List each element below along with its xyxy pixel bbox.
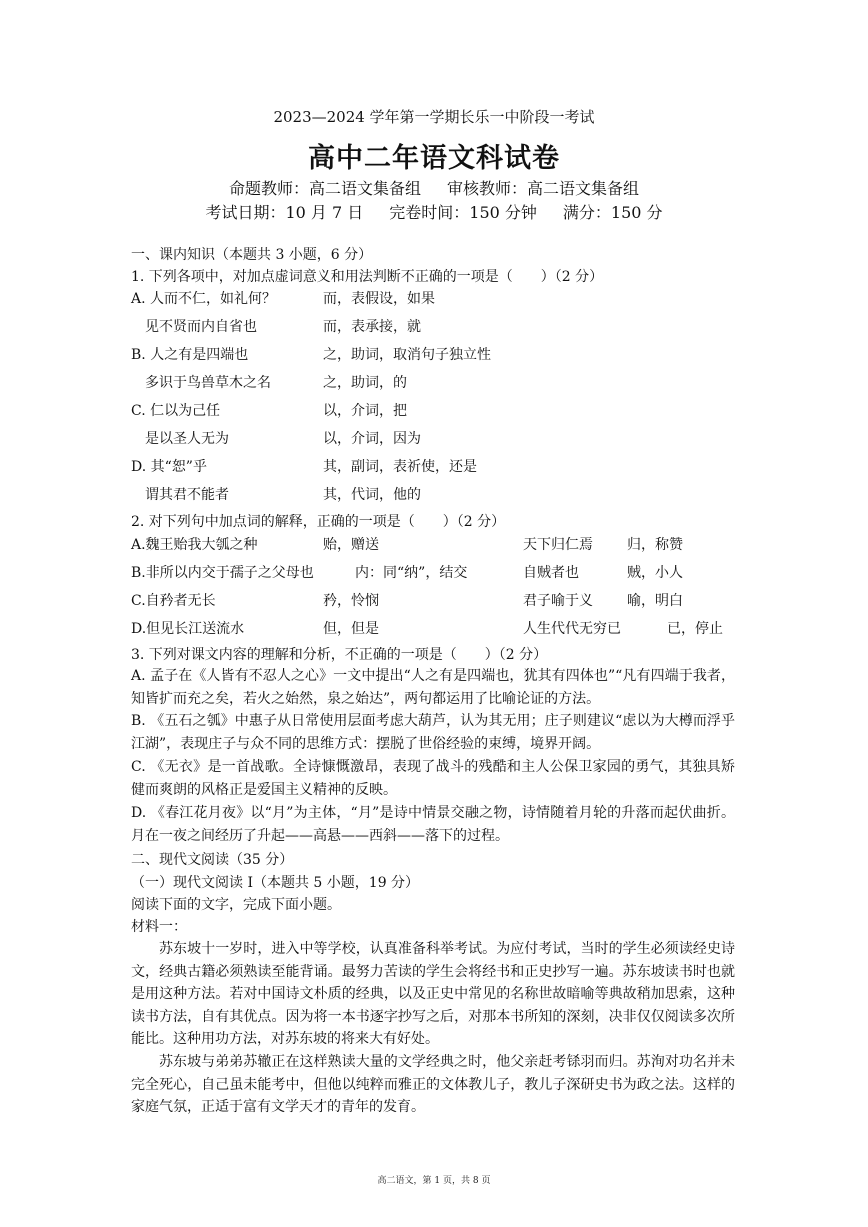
q2-sentence-left: A.魏王贻我大瓠之种	[131, 537, 258, 553]
q2-sentence-right: 人生代代无穷已	[523, 621, 621, 637]
q3-option-c: C. 《无衣》是一首战歌。全诗慷慨激昂，表现了战斗的残酷和主人公保卫家园的勇气，其独具矫健而爽朗的风格正是爱国主义精神的反映。	[131, 759, 735, 798]
q3-option-d: D. 《春江花月夜》以“月”为主体，“月”是诗中情景交融之物，诗情随着月轮的升落而起伏曲折。月在一夜之间经历了升起——高悬——西斜——落下的过程。	[131, 805, 735, 844]
q2-explanation-left: 但，但是	[323, 621, 379, 637]
material-label: 材料一：	[131, 919, 187, 935]
q2-explanation-left: 贻，赠送	[323, 537, 379, 553]
q1-explanation: 之，助词，的	[323, 375, 407, 391]
proposer-text: 命题教师：高二语文集备组	[228, 179, 421, 198]
exam-score: 满分：150 分	[562, 203, 663, 222]
exam-duration: 完卷时间：150 分钟	[389, 203, 537, 222]
exam-subtitle: 2023—2024 学年第一学期长乐一中阶段一考试	[273, 108, 595, 126]
q2-explanation-left: 矜，怜悯	[323, 593, 379, 609]
exam-info	[0, 200, 868, 223]
q1-sentence: D. 其“恕”乎	[131, 459, 207, 475]
exam-title: 高中二年语文科试卷	[308, 143, 560, 174]
q2-explanation-right: 喻，明白	[627, 593, 683, 609]
section-heading: 二、现代文阅读（35 分）	[131, 852, 294, 868]
question-stem: 2. 对下列句中加点词的解释，正确的一项是（ ）（2 分）	[131, 514, 506, 530]
passage-paragraph: 苏东坡十一岁时，进入中等学校，认真准备科举考试。为应付考试，当时的学生必须读经史诗文，经典古籍必须熟读至能背诵。最努力苦读的学生会将经书和正史抄写一遍。苏东坡读书时也就是用这种方法。若对中国诗文朴质的经典，以及正史中常见的名称世故暗喻等典故稍加思索，这种读书方法，自有其优点。因为将一本书逐字抄写之后，对那本书所知的深刻，决非仅仅阅读多次所能比。这种用功方法，对苏东坡的将来大有好处。	[131, 941, 735, 1047]
question-stem: 1. 下列各项中，对加点虚词意义和用法判断不正确的一项是（ ）（2 分）	[131, 269, 604, 285]
q1-sentence: C. 仁以为己任	[131, 403, 221, 419]
q1-sentence: B. 人之有是四端也	[131, 347, 249, 363]
q3-option-b: B. 《五石之瓠》中惠子从日常使用层面考虑大葫芦，认为其无用；庄子则建议“虑以为大樽而浮乎江湖”，表现庄子与众不同的思维方式：摆脱了世俗经验的束缚，境界开阔。	[131, 713, 735, 752]
q1-explanation: 以，介词，把	[323, 403, 407, 419]
q2-sentence-left: C.自矜者无长	[131, 593, 216, 609]
reviewer-text: 审核教师：高二语文集备组	[447, 179, 640, 198]
q1-explanation: 而，表承接，就	[323, 319, 421, 335]
q2-sentence-right: 君子喻于义	[523, 593, 593, 609]
teacher-info	[0, 176, 868, 199]
passage-paragraph: 苏东坡与弟弟苏辙正在这样熟读大量的文学经典之时，他父亲赶考铩羽而归。苏洵对功名并未完全死心，自己虽未能考中，但他以纯粹而雅正的文体教儿子，教儿子深研史书为政之法。这样的家庭气氛，正适于富有文学天才的青年的发育。	[131, 1054, 735, 1115]
q2-sentence-right: 自贼者也	[523, 565, 579, 581]
q2-explanation-right: 贼，小人	[627, 565, 683, 581]
q2-sentence-right: 天下归仁焉	[523, 537, 593, 553]
q1-sentence: 是以圣人无为	[131, 431, 229, 447]
q1-sentence: 多识于鸟兽草木之名	[131, 375, 271, 391]
q2-sentence-left: B.非所以内交于孺子之父母也	[131, 565, 314, 581]
q3-option-a: A. 孟子在《人皆有不忍人之心》一文中提出“人之有是四端也，犹其有四体也”“凡有四端于我者，知皆扩而充之矣，若火之始然，泉之始达”，两句都运用了比喻论证的方法。	[131, 668, 735, 707]
q2-explanation-right: 归，称赞	[627, 537, 683, 553]
q1-sentence: A. 人而不仁，如礼何？	[131, 291, 277, 307]
q2-explanation-right: 已，停止	[667, 621, 723, 637]
q1-sentence: 见不贤而内自省也	[131, 319, 257, 335]
q1-explanation: 之，助词，取消句子独立性	[323, 347, 491, 363]
q2-explanation-left: 内：同“纳”，结交	[355, 565, 468, 581]
q1-explanation: 以，介词，因为	[323, 431, 421, 447]
q2-sentence-left: D.但见长江送流水	[131, 621, 245, 637]
exam-date: 考试日期：10 月 7 日	[205, 203, 364, 222]
q1-sentence: 谓其君不能者	[131, 487, 229, 503]
q1-explanation: 其，副词，表祈使，还是	[323, 459, 477, 475]
q1-explanation: 而，表假设，如果	[323, 291, 435, 307]
subsection-heading: （一）现代文阅读 I（本题共 5 小题，19 分）	[131, 875, 420, 891]
section-heading: 一、课内知识（本题共 3 小题，6 分）	[131, 247, 373, 263]
q1-explanation: 其，代词，他的	[323, 487, 421, 503]
instruction-text: 阅读下面的文字，完成下面小题。	[131, 897, 341, 913]
page-footer: 高二语文，第 1 页，共 8 页	[377, 1176, 491, 1186]
question-stem: 3. 下列对课文内容的理解和分析，不正确的一项是（ ）（2 分）	[131, 647, 548, 663]
